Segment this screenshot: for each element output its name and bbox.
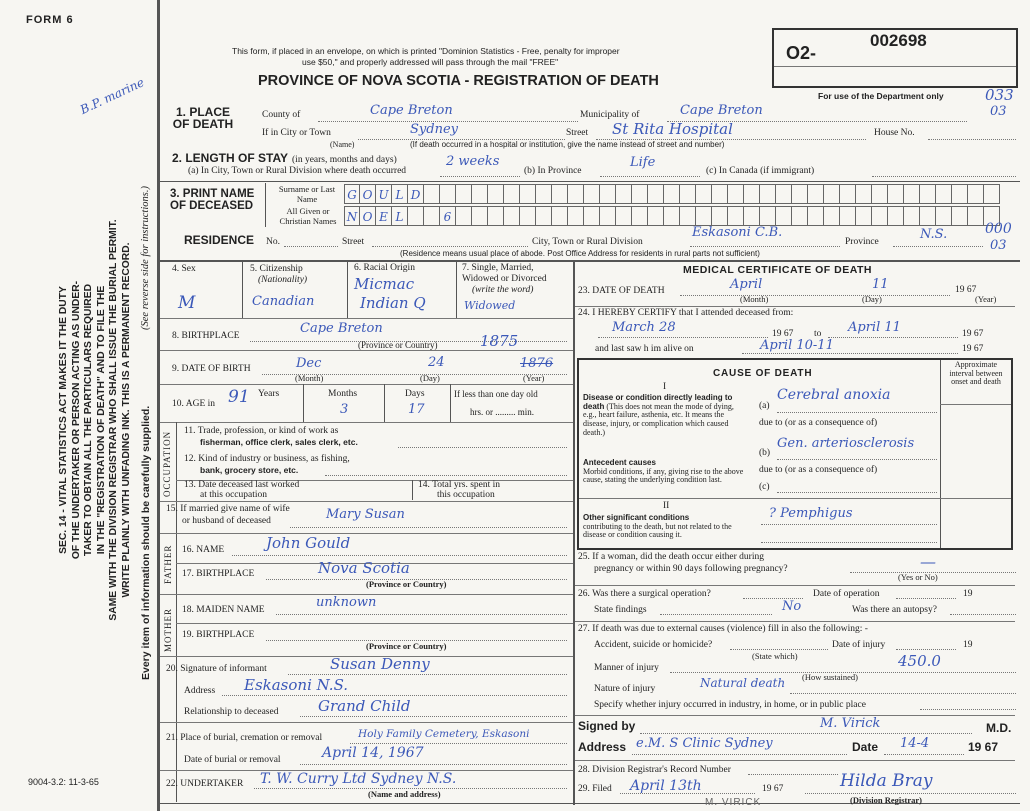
citizenship-value: Canadian	[252, 294, 315, 309]
residence-province-label: Province	[845, 237, 879, 247]
age-years-value: 91	[228, 387, 250, 407]
residence-province-value: N.S.	[920, 227, 948, 242]
q13-sub: at this occupation	[200, 490, 268, 500]
dept-code: 033	[985, 86, 1014, 104]
burial-place-field[interactable]	[350, 743, 567, 744]
death-month-value: April	[730, 277, 763, 292]
county-value: Cape Breton	[370, 103, 453, 118]
rule	[579, 498, 1011, 499]
q17-label: 17. BIRTHPLACE	[182, 569, 255, 579]
racial-origin-label: 6. Racial Origin	[354, 263, 415, 273]
dob-day-value: 24	[428, 355, 445, 370]
spouse-field[interactable]	[290, 527, 567, 528]
surname-label: Surname or Last Name	[278, 184, 336, 204]
residence-note: (Residence means usual place of abode. Post Office Address for residents in rural parts not sufficient)	[400, 249, 760, 258]
letter-cell[interactable]: U	[376, 184, 392, 204]
direct-title: Disease or condition directly leading to death	[583, 393, 733, 411]
length-of-stay-heading	[172, 151, 397, 167]
rule	[160, 318, 573, 319]
signed-by-field[interactable]	[640, 733, 972, 734]
mother-side-label: MOTHER	[163, 608, 173, 652]
state-which-note: (State which)	[752, 651, 798, 661]
marital-label-line: (write the word)	[472, 285, 534, 295]
stay-city-field[interactable]	[440, 176, 520, 177]
relationship-label: Relationship to deceased	[184, 707, 279, 717]
marital-label	[462, 263, 547, 296]
rule	[575, 585, 1015, 586]
column-divider	[573, 260, 575, 805]
to-label: to	[814, 329, 822, 339]
years-label: Years	[258, 389, 280, 399]
year-prefix: 19	[963, 589, 973, 599]
antecedent-note	[583, 459, 747, 485]
rule	[303, 384, 304, 422]
dept-only: For use of the Department only	[818, 91, 944, 101]
stay-province-value: Life	[630, 155, 656, 170]
death-year-value: 19 67	[955, 285, 977, 295]
operation-value: No	[782, 599, 802, 614]
death-date-field[interactable]	[680, 295, 950, 296]
residence-label: RESIDENCE	[184, 233, 255, 247]
residence-city-value: Eskasoni C.B.	[692, 225, 783, 240]
other-conditions-note	[583, 514, 747, 540]
other-conditions-field[interactable]	[761, 524, 937, 525]
cause-a-value: Cerebral anoxia	[777, 387, 891, 403]
cause-b-value: Gen. arteriosclerosis	[777, 436, 915, 451]
birth-year-value: 1875	[480, 332, 519, 350]
birthplace-value: Cape Breton	[300, 321, 383, 336]
how-sustained-note: (How sustained)	[802, 672, 858, 682]
direct-note: (This does not mean the mode of dying, e.g., heart failure, asthenia, etc. It means the disease, injury, or complication which caused death.)	[583, 401, 734, 437]
citizenship-sub: (Nationality)	[258, 275, 308, 285]
burial-date-value: April 14, 1967	[322, 745, 424, 761]
q20-label: 20. Signature of informant	[166, 664, 267, 674]
county-label: County of	[262, 110, 301, 120]
findings-field[interactable]	[660, 614, 772, 615]
residence-city-label: City, Town or Rural Division	[532, 237, 643, 247]
rule	[176, 422, 177, 802]
father-name-field[interactable]	[232, 555, 567, 556]
letter-cell[interactable]: 6	[440, 206, 456, 226]
q14-label: 14. Total yrs. spent in	[418, 480, 501, 490]
month-note: (Month)	[740, 294, 769, 304]
due-to-label: due to (or as a consequence of)	[759, 465, 878, 475]
reverse-note: (See reverse side for instructions.)	[140, 186, 151, 330]
age-days-value: 17	[408, 402, 425, 417]
letter-cell[interactable]: E	[376, 206, 392, 226]
residence-street-field[interactable]	[372, 246, 528, 247]
cause-a-field[interactable]	[777, 412, 937, 413]
letter-cell[interactable]: O	[360, 206, 376, 226]
stay-canada-field[interactable]	[872, 176, 1016, 177]
industry-field[interactable]	[325, 475, 567, 476]
form-title: PROVINCE OF NOVA SCOTIA - REGISTRATION OF DEATH	[258, 73, 659, 89]
part-two: II	[663, 501, 670, 511]
residence-city-field[interactable]	[690, 246, 840, 247]
month-note: (Month)	[295, 373, 324, 383]
year-note: (Year)	[523, 373, 545, 383]
reg-prefix: O2-	[786, 43, 817, 63]
letter-cell[interactable]: N	[344, 206, 360, 226]
rule	[456, 260, 457, 318]
name-note: (Name)	[330, 140, 355, 149]
reg-number: 002698	[870, 31, 927, 50]
registration-number-box	[772, 28, 1018, 88]
rule	[160, 533, 573, 534]
occupation-side-label: OCCUPATION	[162, 430, 172, 497]
interval-label: Approximate interval between onset and death	[949, 360, 1003, 386]
municipality-value: Cape Breton	[680, 103, 763, 118]
specify-label: Specify whether injury occurred in industry, in home, or in public place	[594, 700, 866, 710]
city-label: If in City or Town	[262, 128, 331, 138]
attended-to-year: 19 67	[962, 329, 984, 339]
q23-label: 23. DATE OF DEATH	[578, 286, 665, 296]
q16-label: 16. NAME	[182, 545, 225, 555]
rule	[384, 384, 385, 422]
municipality-label: Municipality of	[580, 110, 640, 120]
rule	[940, 360, 941, 548]
rule	[242, 260, 243, 318]
physician-address-label: Address	[578, 740, 627, 754]
institution-note: (If death occurred in a hospital or institution, give the name instead of street and number)	[410, 140, 725, 149]
marital-label-line: 7. Single, Married,	[462, 263, 534, 273]
q26-label: 26. Was there a surgical operation?	[578, 589, 711, 599]
cause-a-label: (a)	[759, 401, 770, 411]
md-label: M.D.	[986, 721, 1012, 735]
findings-label: State findings	[594, 605, 647, 615]
rule	[160, 350, 573, 351]
signed-date-field[interactable]	[884, 754, 964, 755]
rule	[412, 480, 413, 500]
marital-label-line: Widowed or Divorced	[462, 274, 547, 284]
record-number-field[interactable]	[748, 774, 838, 775]
part-one: I	[663, 382, 667, 392]
rule	[160, 422, 573, 423]
mother-maiden-field[interactable]	[276, 614, 567, 615]
burial-place-value: Holy Family Cemetery, Eskasoni	[358, 728, 530, 740]
attended-to-field[interactable]	[828, 337, 958, 338]
letter-cell[interactable]: D	[408, 184, 424, 204]
q18-label: 18. MAIDEN NAME	[182, 605, 265, 615]
letter-cell[interactable]: L	[392, 184, 408, 204]
q11-label: 11. Trade, profession, or kind of work as	[184, 426, 339, 436]
burial-date-label: Date of burial or removal	[184, 755, 281, 765]
yes-no-note: (Yes or No)	[898, 572, 938, 582]
margin-note: B.P. marine	[78, 75, 147, 117]
last-saw-year: 19 67	[962, 344, 984, 354]
specify-field[interactable]	[920, 709, 1016, 710]
citizenship-label: 5. Citizenship	[250, 264, 303, 274]
rule	[347, 260, 348, 318]
cause-of-death-box	[577, 358, 1013, 550]
last-saw-label: and last saw h im alive on	[595, 344, 694, 354]
trade-field[interactable]	[398, 447, 567, 448]
sex-value: M	[178, 293, 196, 313]
racial-origin-value: Indian Q	[360, 294, 426, 312]
injury-date-label: Date of injury	[832, 640, 886, 650]
rule	[160, 722, 573, 723]
letter-cell[interactable]: L	[392, 206, 408, 226]
house-label: House No.	[874, 128, 915, 138]
instruction-line: TAKER TO OBTAIN ALL THE PARTICULARS REQUIRED	[83, 283, 94, 557]
burial-date-field[interactable]	[300, 764, 567, 765]
medical-cert-title: MEDICAL CERTIFICATE OF DEATH	[683, 264, 872, 276]
relationship-field[interactable]	[300, 716, 567, 717]
cause-title: CAUSE OF DEATH	[713, 368, 813, 379]
manner-value: Natural death	[700, 676, 786, 690]
physician-address-field[interactable]	[632, 754, 847, 755]
name-address-note: (Name and address)	[368, 789, 441, 799]
birthplace-label: 8. BIRTHPLACE	[172, 331, 240, 341]
dob-label: 9. DATE OF BIRTH	[172, 364, 251, 374]
rule	[940, 404, 1011, 405]
nature-label: Nature of injury	[594, 684, 656, 694]
dept-code: 03	[990, 104, 1007, 119]
manner-label: Manner of injury	[594, 663, 659, 673]
rule	[575, 760, 1015, 761]
dob-month-value: Dec	[296, 356, 322, 371]
informant-signature: Susan Denny	[330, 655, 430, 673]
accident-label: Accident, suicide or homicide?	[594, 640, 713, 650]
stay-province-field[interactable]	[600, 176, 700, 177]
stay-province-label: (b) In Province	[524, 166, 582, 176]
hrs-min-label: hrs. or ......... min.	[470, 407, 534, 417]
informant-address-value: Eskasoni N.S.	[244, 676, 349, 694]
q12-label: 12. Kind of industry or business, as fishing,	[184, 454, 350, 464]
year-prefix: 19	[963, 640, 973, 650]
informant-address-label: Address	[184, 686, 216, 696]
other-conditions-value: ? Pemphigus	[769, 506, 853, 521]
attended-from-value: March 28	[612, 320, 676, 335]
q25-label: 25. If a woman, did the death occur either during	[578, 552, 764, 562]
op-date-label: Date of operation	[813, 589, 880, 599]
mother-maiden-value: unknown	[316, 595, 377, 610]
day-note: (Day)	[420, 373, 440, 383]
print-name-label: 3. PRINT NAME OF DECEASED	[170, 188, 255, 212]
op-date-field[interactable]	[896, 598, 956, 599]
cause-c-label: (c)	[759, 482, 770, 492]
residence-street-label: Street	[342, 237, 365, 247]
signed-date-value: 14-4	[900, 736, 930, 751]
attended-to-value: April 11	[848, 320, 901, 335]
rule	[575, 715, 1015, 716]
place-of-death-label: 1. PLACE OF DEATH	[172, 105, 234, 131]
spouse-value: Mary Susan	[326, 507, 405, 522]
dob-year-struck: 1876	[520, 356, 554, 371]
informant-address-field[interactable]	[222, 695, 567, 696]
q27-label: 27. If death was due to external causes (violence) fill in also the following: -	[578, 624, 868, 634]
q24-label: 24. I HEREBY CERTIFY that I attended deceased from:	[578, 308, 794, 318]
cause-b-field[interactable]	[777, 459, 937, 460]
letter-cell[interactable]	[424, 206, 440, 226]
rule	[176, 623, 573, 624]
q12-sub: bank, grocery store, etc.	[200, 465, 299, 475]
statutory-instructions	[58, 150, 133, 690]
last-saw-value: April 10-11	[760, 338, 834, 353]
antecedent-title: Antecedent causes	[583, 458, 656, 467]
letter-cell[interactable]	[408, 206, 424, 226]
cause-code: 450.0	[898, 652, 941, 670]
registrar-field[interactable]	[805, 793, 1016, 794]
rule	[160, 260, 1020, 262]
q11-sub: fisherman, office clerk, sales clerk, etc.	[200, 437, 358, 447]
rule	[450, 384, 451, 422]
days-label: Days	[405, 389, 425, 399]
undertaker-value: T. W. Curry Ltd Sydney N.S.	[260, 771, 457, 787]
q14-sub: this occupation	[437, 490, 495, 500]
q19-label: 19. BIRTHPLACE	[182, 630, 255, 640]
q21-label: 21. Place of burial, cremation or removal	[166, 733, 323, 743]
stay-city-value: 2 weeks	[446, 154, 500, 169]
relationship-value: Grand Child	[318, 697, 411, 715]
q29-label: 29. Filed	[578, 784, 612, 794]
rule	[160, 181, 1020, 182]
box-divider	[774, 66, 1016, 67]
rule	[575, 621, 1015, 622]
q13-label: 13. Date deceased last worked	[184, 480, 300, 490]
stay-city-label: (a) In City, Town or Rural Division where death occurred	[188, 166, 407, 176]
age-label: 10. AGE in	[172, 399, 216, 409]
print-code: 9004-3.2: 11-3-65	[28, 777, 99, 787]
rule	[575, 306, 1015, 307]
mail-note: This form, if placed in an envelope, on which is printed "Dominion Statistics - Free, penalty for improper	[232, 46, 620, 56]
signed-date-label: Date	[852, 740, 879, 754]
year-note: (Year)	[975, 294, 997, 304]
physician-name-stamp: M. VIRICK	[705, 797, 762, 808]
rule	[265, 183, 266, 227]
city-value: Sydney	[410, 122, 458, 137]
autopsy-label: Was there an autopsy?	[852, 605, 937, 615]
residence-no-label: No.	[266, 237, 280, 247]
stay-canada-label: (c) In Canada (if immigrant)	[706, 166, 815, 176]
father-side-label: FATHER	[163, 544, 173, 584]
informant-signature-field[interactable]	[288, 674, 567, 675]
house-field[interactable]	[928, 139, 1016, 140]
accident-field[interactable]	[730, 649, 828, 650]
prov-country-note: (Province or Country)	[366, 641, 447, 651]
racial-origin-value: Micmac	[354, 275, 415, 293]
rule	[160, 384, 573, 385]
months-label: Months	[328, 389, 358, 399]
registrar-signature: Hilda Bray	[840, 771, 933, 791]
signed-by-label: Signed by	[578, 719, 636, 733]
q22-label: 22. UNDERTAKER	[166, 779, 244, 789]
given-names-cells[interactable]	[344, 206, 1000, 226]
instruction-line: WRITE PLAINLY WITH UNFADING INK. THIS IS A PERMANENT RECORD.	[120, 242, 132, 598]
physician-signature: M. Virick	[820, 716, 881, 731]
letter-cell[interactable]: O	[360, 184, 376, 204]
other-text: contributing to the death, but not related to the disease or condition causing it.	[583, 521, 732, 540]
dept-code: 03	[990, 238, 1007, 253]
given-names-label: All Given or Christian Names	[279, 206, 337, 226]
q15-label: 15. If married give name of wife	[166, 504, 290, 514]
surname-cells[interactable]	[344, 184, 1000, 204]
death-day-value: 11	[872, 277, 889, 292]
street-label: Street	[566, 128, 589, 138]
residence-no-field[interactable]	[284, 246, 338, 247]
cause-c-field[interactable]	[777, 492, 937, 493]
sex-label: 4. Sex	[172, 264, 196, 274]
physician-address-value: e.M. S Clinic Sydney	[636, 736, 773, 751]
length-of-stay-label: 2. LENGTH OF STAY	[172, 151, 289, 165]
instruction-line: IN THE "REGISTRATION OF DEATH" AND TO FILE THE	[95, 285, 107, 555]
dept-code: 000	[985, 221, 1012, 237]
q25-sub: pregnancy or within 90 days following pregnancy?	[594, 564, 788, 574]
length-of-stay-sub: (in years, months and days)	[292, 155, 397, 165]
prov-country-note: (Province or Country)	[358, 340, 438, 350]
father-name-value: John Gould	[266, 534, 351, 552]
marital-value: Widowed	[464, 299, 516, 312]
instruction-line: SEC. 14 - VITAL STATISTICS ACT MAKES IT THE DUTY	[58, 286, 69, 554]
residence-province-field[interactable]	[893, 246, 983, 247]
rule	[160, 501, 573, 502]
attended-from-year: 19 67	[772, 329, 794, 339]
age-months-value: 3	[340, 402, 349, 417]
pregnancy-value: —	[920, 552, 936, 571]
attended-from-field[interactable]	[598, 337, 768, 338]
other-title: Other significant conditions	[583, 513, 690, 522]
autopsy-field[interactable]	[950, 614, 1016, 615]
nature-field[interactable]	[790, 693, 1016, 694]
instruction-line: SAME WITH THE DIVISION REGISTRAR WHO SHALL ISSUE THE BURIAL PERMIT.	[108, 219, 119, 621]
margin-divider	[157, 0, 160, 811]
mail-note: use $50," and properly addressed will pass through the mail "FREE"	[302, 57, 559, 67]
letter-cell[interactable]: G	[344, 184, 360, 204]
filed-value: April 13th	[630, 778, 702, 794]
registrar-label: (Division Registrar)	[850, 795, 923, 805]
cause-b-label: (b)	[759, 448, 771, 458]
prov-country-note: (Province or Country)	[366, 579, 447, 589]
other-conditions-field[interactable]	[761, 542, 937, 543]
father-birthplace-value: Nova Scotia	[318, 559, 410, 577]
filed-year: 19 67	[762, 784, 784, 794]
injury-date-field[interactable]	[896, 649, 956, 650]
signed-date-year: 19 67	[968, 740, 999, 754]
q15-sub: or husband of deceased	[182, 516, 271, 526]
less-than-day-label: If less than one day old	[454, 389, 538, 399]
due-to-label: due to (or as a consequence of)	[759, 418, 878, 428]
form-number: FORM 6	[26, 14, 74, 26]
supply-note: Every item of information should be carefully supplied.	[140, 405, 152, 680]
q28-label: 28. Division Registrar's Record Number	[578, 765, 731, 775]
instruction-line: OF THE UNDERTAKER OR PERSON ACTING AS UNDER-	[70, 280, 82, 560]
antecedent-text: Morbid conditions, if any, giving rise to the above cause, stating the underlying condition last.	[583, 466, 744, 485]
direct-cause-note	[583, 394, 747, 438]
street-value: St Rita Hospital	[612, 120, 733, 138]
day-note: (Day)	[862, 294, 882, 304]
